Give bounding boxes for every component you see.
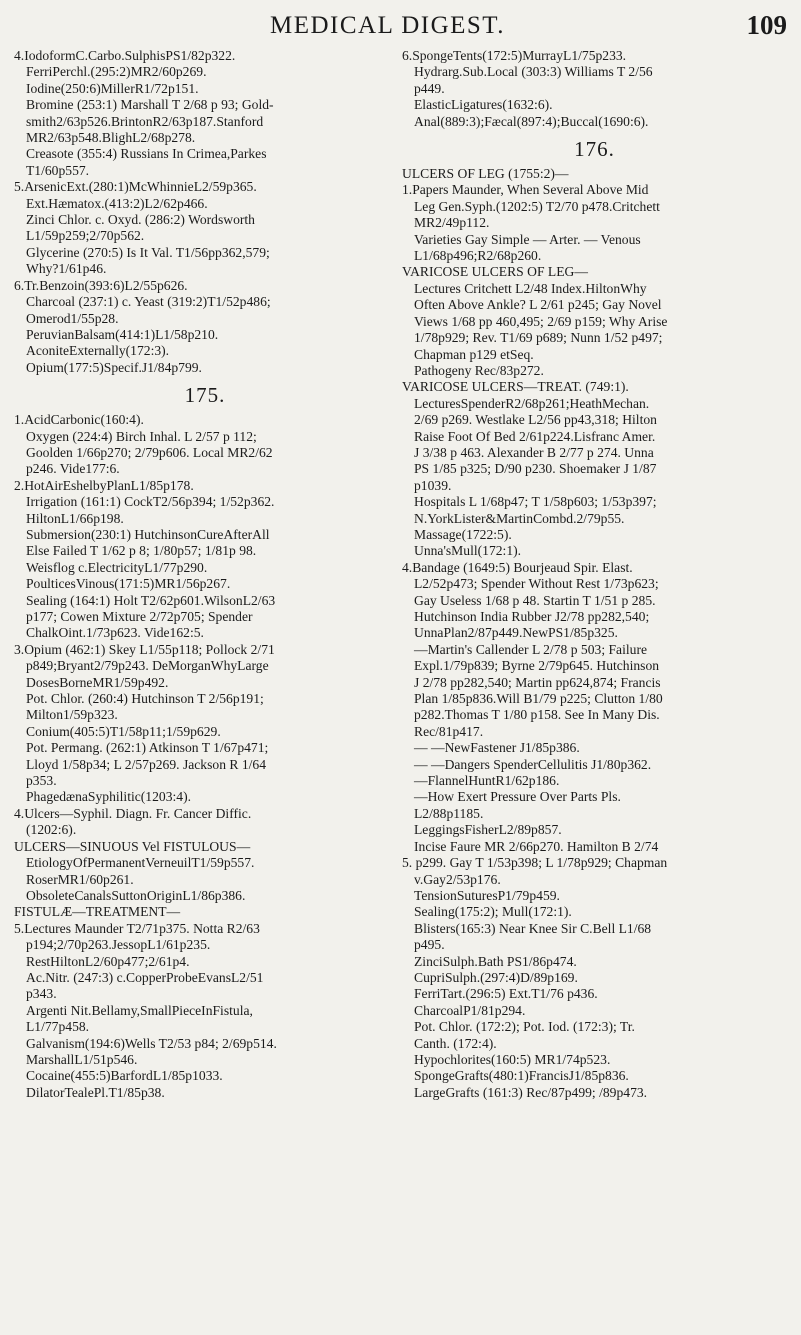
index-line: Milton1/59p323. <box>26 707 118 723</box>
index-line: 3.Opium (462:1) Skey L1/55p118; Pollock 2/71 <box>14 641 275 657</box>
index-line: EtiologyOfPermanentVerneuilT1/59p557. <box>26 855 255 871</box>
index-line: Lloyd 1/58p34; L 2/57p269. Jackson R 1/64 <box>26 756 267 772</box>
index-line: MR2/63p548.BlighL2/68p278. <box>26 130 196 146</box>
index-line: Leg Gen.Syph.(1202:5) T2/70 p478.Critchett <box>414 198 660 214</box>
index-line: ObsoleteCanalsSuttonOriginL1/86p386. <box>26 887 246 903</box>
index-line: Raise Foot Of Bed 2/61p224.Lisfranc Amer. <box>414 428 656 444</box>
index-line: 4.Bandage (1649:5) Bourjeaud Spir. Elast. <box>402 559 633 575</box>
index-line: Pathogeny Rec/83p272. <box>414 362 544 378</box>
index-line: —FlannelHuntR1/62p186. <box>414 773 560 789</box>
index-line: Oxygen (224:4) Birch Inhal. L 2/57 p 112; <box>26 428 257 444</box>
index-line: Hutchinson India Rubber J2/78 pp282,540; <box>414 609 650 624</box>
index-line: SpongeGrafts(480:1)FrancisJ1/85p836. <box>414 1068 629 1084</box>
index-line: v.Gay2/53p176. <box>414 871 501 887</box>
index-line: 6.SpongeTents(172:5)MurrayL1/75p233. <box>402 48 627 63</box>
index-line: L2/88p1185. <box>414 805 484 821</box>
index-line: LargeGrafts (161:3) Rec/87p499; /89p473. <box>414 1084 648 1100</box>
index-line: Pot. Chlor. (172:2); Pot. Iod. (172:3); Tr. <box>414 1019 635 1035</box>
index-line: p246. Vide177:6. <box>26 461 120 477</box>
index-line: L1/68p496;R2/68p260. <box>414 248 542 264</box>
right-column <box>402 48 787 1101</box>
index-line: UnnaPlan2/87p449.NewPS1/85p325. <box>414 625 618 641</box>
index-line: 2.HotAirEshelbyPlanL1/85p178. <box>14 477 194 493</box>
index-line: Why?1/61p46. <box>26 261 107 277</box>
index-line: Argenti Nit.Bellamy,SmallPieceInFistula, <box>26 1002 253 1018</box>
index-line: Often Above Ankle? L 2/61 p245; Gay Novel <box>414 297 662 313</box>
left-column <box>14 48 396 1101</box>
index-line: p495. <box>414 937 445 953</box>
index-line: Hospitals L 1/68p47; T 1/58p603; 1/53p397; <box>414 494 657 510</box>
index-line: Expl.1/79p839; Byrne 2/79p645. Hutchinson <box>414 658 660 674</box>
index-line: PS 1/85 p325; D/90 p230. Shoemaker J 1/87 <box>414 461 657 477</box>
index-line: smith2/63p526.BrintonR2/63p187.Stanford <box>26 113 264 129</box>
index-line: Lectures Critchett L2/48 Index.HiltonWhy <box>414 280 647 296</box>
index-line: LecturesSpenderR2/68p261;HeathMechan. <box>414 395 650 411</box>
index-line: Weisflog c.ElectricityL1/77p290. <box>26 559 208 575</box>
index-line: PeruvianBalsam(414:1)L1/58p210. <box>26 326 219 342</box>
index-line: Else Failed T 1/62 p 8; 1/80p57; 1/81p 98. <box>26 543 257 559</box>
index-line: CupriSulph.(297:4)D/89p169. <box>414 969 578 985</box>
index-line: 2/69 p269. Westlake L2/56 pp43,318; Hilton <box>414 412 657 428</box>
index-line: Hypochlorites(160:5) MR1/74p523. <box>414 1051 611 1067</box>
index-line: T1/60p557. <box>26 162 90 178</box>
index-line: FISTULÆ—TREATMENT— <box>14 904 181 920</box>
index-line: 1/78p929; Rev. T1/69 p689; Nunn 1/52 p497; <box>414 330 663 346</box>
index-line: Gay Useless 1/68 p 48. Startin T 1/51 p 285. <box>414 592 656 608</box>
index-line: ElasticLigatures(1632:6). <box>414 97 553 113</box>
index-line: p177; Cowen Mixture 2/72p705; Spender <box>26 609 253 624</box>
index-line: Bromine (253:1) Marshall T 2/68 p 93; Gold- <box>26 97 274 113</box>
index-line: Hydrarg.Sub.Local (303:3) Williams T 2/56 <box>414 64 653 80</box>
index-line: J 3/38 p 463. Alexander B 2/77 p 274. Unna <box>414 444 654 460</box>
running-head: MEDICAL DIGEST. <box>270 12 505 39</box>
index-line: 5.ArsenicExt.(280:1)McWhinnieL2/59p365. <box>14 179 257 195</box>
page-header <box>0 8 801 48</box>
index-line: — —Dangers SpenderCellulitis J1/80p362. <box>414 756 652 772</box>
index-line: Plan 1/85p836.Will B1/79 p225; Clutton 1/80 <box>414 691 663 707</box>
page-number: 109 <box>746 10 787 40</box>
index-line: 4.IodoformC.Carbo.SulphisPS1/82p322. <box>14 48 236 63</box>
index-line: LeggingsFisherL2/89p857. <box>414 822 562 838</box>
index-line: p449. <box>414 80 445 96</box>
index-line: 1.AcidCarbonic(160:4). <box>14 412 144 428</box>
index-line: Massage(1722:5). <box>414 526 512 542</box>
index-line: 1.Papers Maunder, When Several Above Mid <box>402 182 649 198</box>
index-line: p353. <box>26 773 57 789</box>
index-line: p849;Bryant2/79p243. DeMorganWhyLarge <box>26 658 269 674</box>
index-line: VARICOSE ULCERS—TREAT. (749:1). <box>402 379 629 395</box>
index-line: Conium(405:5)T1/58p11;1/59p629. <box>26 723 221 739</box>
index-line: Ac.Nitr. (247:3) c.CopperProbeEvansL2/51 <box>26 969 264 985</box>
index-line: CharcoalP1/81p294. <box>414 1002 526 1018</box>
index-line: Views 1/68 pp 460,495; 2/69 p159; Why Arise <box>414 313 668 329</box>
index-line: FerriPerchl.(295:2)MR2/60p269. <box>26 64 207 80</box>
index-line: p343. <box>26 986 57 1002</box>
index-line: Varieties Gay Simple — Arter. — Venous <box>414 231 641 247</box>
section-number: 175. <box>184 383 226 408</box>
index-line: L1/77p458. <box>26 1019 90 1035</box>
index-line: Pot. Chlor. (260:4) Hutchinson T 2/56p191; <box>26 691 264 707</box>
index-line: MarshallL1/51p546. <box>26 1051 138 1067</box>
index-line: 6.Tr.Benzoin(393:6)L2/55p626. <box>14 277 188 293</box>
index-line: Incise Faure MR 2/66p270. Hamilton B 2/74 <box>414 838 659 854</box>
index-line: 5. p299. Gay T 1/53p398; L 1/78p929; Chapman <box>402 855 668 871</box>
index-line: Sealing(175:2); Mull(172:1). <box>414 904 572 920</box>
index-line: Cocaine(455:5)BarfordL1/85p1033. <box>26 1068 223 1084</box>
index-line: Iodine(250:6)MillerR1/72p151. <box>26 80 199 96</box>
index-line: Anal(889:3);Fæcal(897:4);Buccal(1690:6). <box>414 113 649 129</box>
index-line: RestHiltonL2/60p477;2/61p4. <box>26 953 190 969</box>
index-line: Glycerine (270:5) Is It Val. T1/56pp362,579; <box>26 244 270 260</box>
index-line: Canth. (172:4). <box>414 1035 497 1051</box>
index-line: 5.Lectures Maunder T2/71p375. Notta R2/63 <box>14 920 260 936</box>
index-line: L2/52p473; Spender Without Rest 1/73p623; <box>414 576 659 592</box>
index-line: PoulticesVinous(171:5)MR1/56p267. <box>26 576 231 592</box>
section-number: 176. <box>574 137 615 162</box>
index-line: p194;2/70p263.JessopL1/61p235. <box>26 937 211 953</box>
index-line: —Martin's Callender L 2/78 p 503; Failure <box>414 641 647 657</box>
index-line: Rec/81p417. <box>414 723 484 739</box>
index-line: HiltonL1/66p198. <box>26 510 124 526</box>
index-line: —How Exert Pressure Over Parts Pls. <box>414 789 621 805</box>
index-line: ZinciSulph.Bath PS1/86p474. <box>414 953 577 969</box>
index-line: (1202:6). <box>26 822 77 838</box>
index-line: Chapman p129 etSeq. <box>414 346 534 362</box>
index-line: DosesBorneMR1/59p492. <box>26 674 169 690</box>
index-line: Sealing (164:1) Holt T2/62p601.WilsonL2/63 <box>26 592 276 608</box>
index-line: Goolden 1/66p270; 2/79p606. Local MR2/62 <box>26 444 273 460</box>
index-line: Blisters(165:3) Near Knee Sir C.Bell L1/68 <box>414 920 652 936</box>
index-line: p282.Thomas T 1/80 p158. See In Many Dis. <box>414 707 660 723</box>
index-line: Unna'sMull(172:1). <box>414 543 522 559</box>
index-line: p1039. <box>414 477 452 493</box>
index-line: ULCERS—SINUOUS Vel FISTULOUS— <box>14 838 251 854</box>
index-line: ChalkOint.1/73p623. Vide162:5. <box>26 625 204 641</box>
index-line: Galvanism(194:6)Wells T2/53 p84; 2/69p514. <box>26 1035 277 1051</box>
index-line: 4.Ulcers—Syphil. Diagn. Fr. Cancer Diffic. <box>14 805 252 821</box>
index-line: N.YorkLister&MartinCombd.2/79p55. <box>414 510 625 526</box>
index-line: Charcoal (237:1) c. Yeast (319:2)T1/52p486; <box>26 294 271 310</box>
index-line: J 2/78 pp282,540; Martin pp624,874; Francis <box>414 674 661 690</box>
index-line: Opium(177:5)Specif.J1/84p799. <box>26 359 202 375</box>
index-line: Ext.Hæmatox.(413:2)L2/62p466. <box>26 195 208 211</box>
index-line: Submersion(230:1) HutchinsonCureAfterAll <box>26 526 270 542</box>
index-line: Omerod1/55p28. <box>26 310 119 326</box>
index-line: VARICOSE ULCERS OF LEG— <box>402 264 588 280</box>
index-line: Zinci Chlor. c. Oxyd. (286:2) Wordsworth <box>26 212 255 228</box>
index-line: TensionSuturesP1/79p459. <box>414 887 560 903</box>
index-line: Pot. Permang. (262:1) Atkinson T 1/67p471; <box>26 740 269 756</box>
index-line: Creasote (355:4) Russians In Crimea,Parkes <box>26 146 267 162</box>
index-line: MR2/49p112. <box>414 215 490 231</box>
index-line: RoserMR1/60p261. <box>26 871 134 887</box>
index-line: DilatorTealePl.T1/85p38. <box>26 1084 165 1100</box>
index-line: AconiteExternally(172:3). <box>26 343 170 359</box>
index-line: — —NewFastener J1/85p386. <box>414 740 580 756</box>
index-line: L1/59p259;2/70p562. <box>26 228 145 244</box>
index-line: ULCERS OF LEG (1755:2)— <box>402 166 569 182</box>
index-line: FerriTart.(296:5) Ext.T1/76 p436. <box>414 986 598 1002</box>
index-line: Irrigation (161:1) CockT2/56p394; 1/52p362. <box>26 494 275 510</box>
index-line: PhagedænaSyphilitic(1203:4). <box>26 789 191 805</box>
